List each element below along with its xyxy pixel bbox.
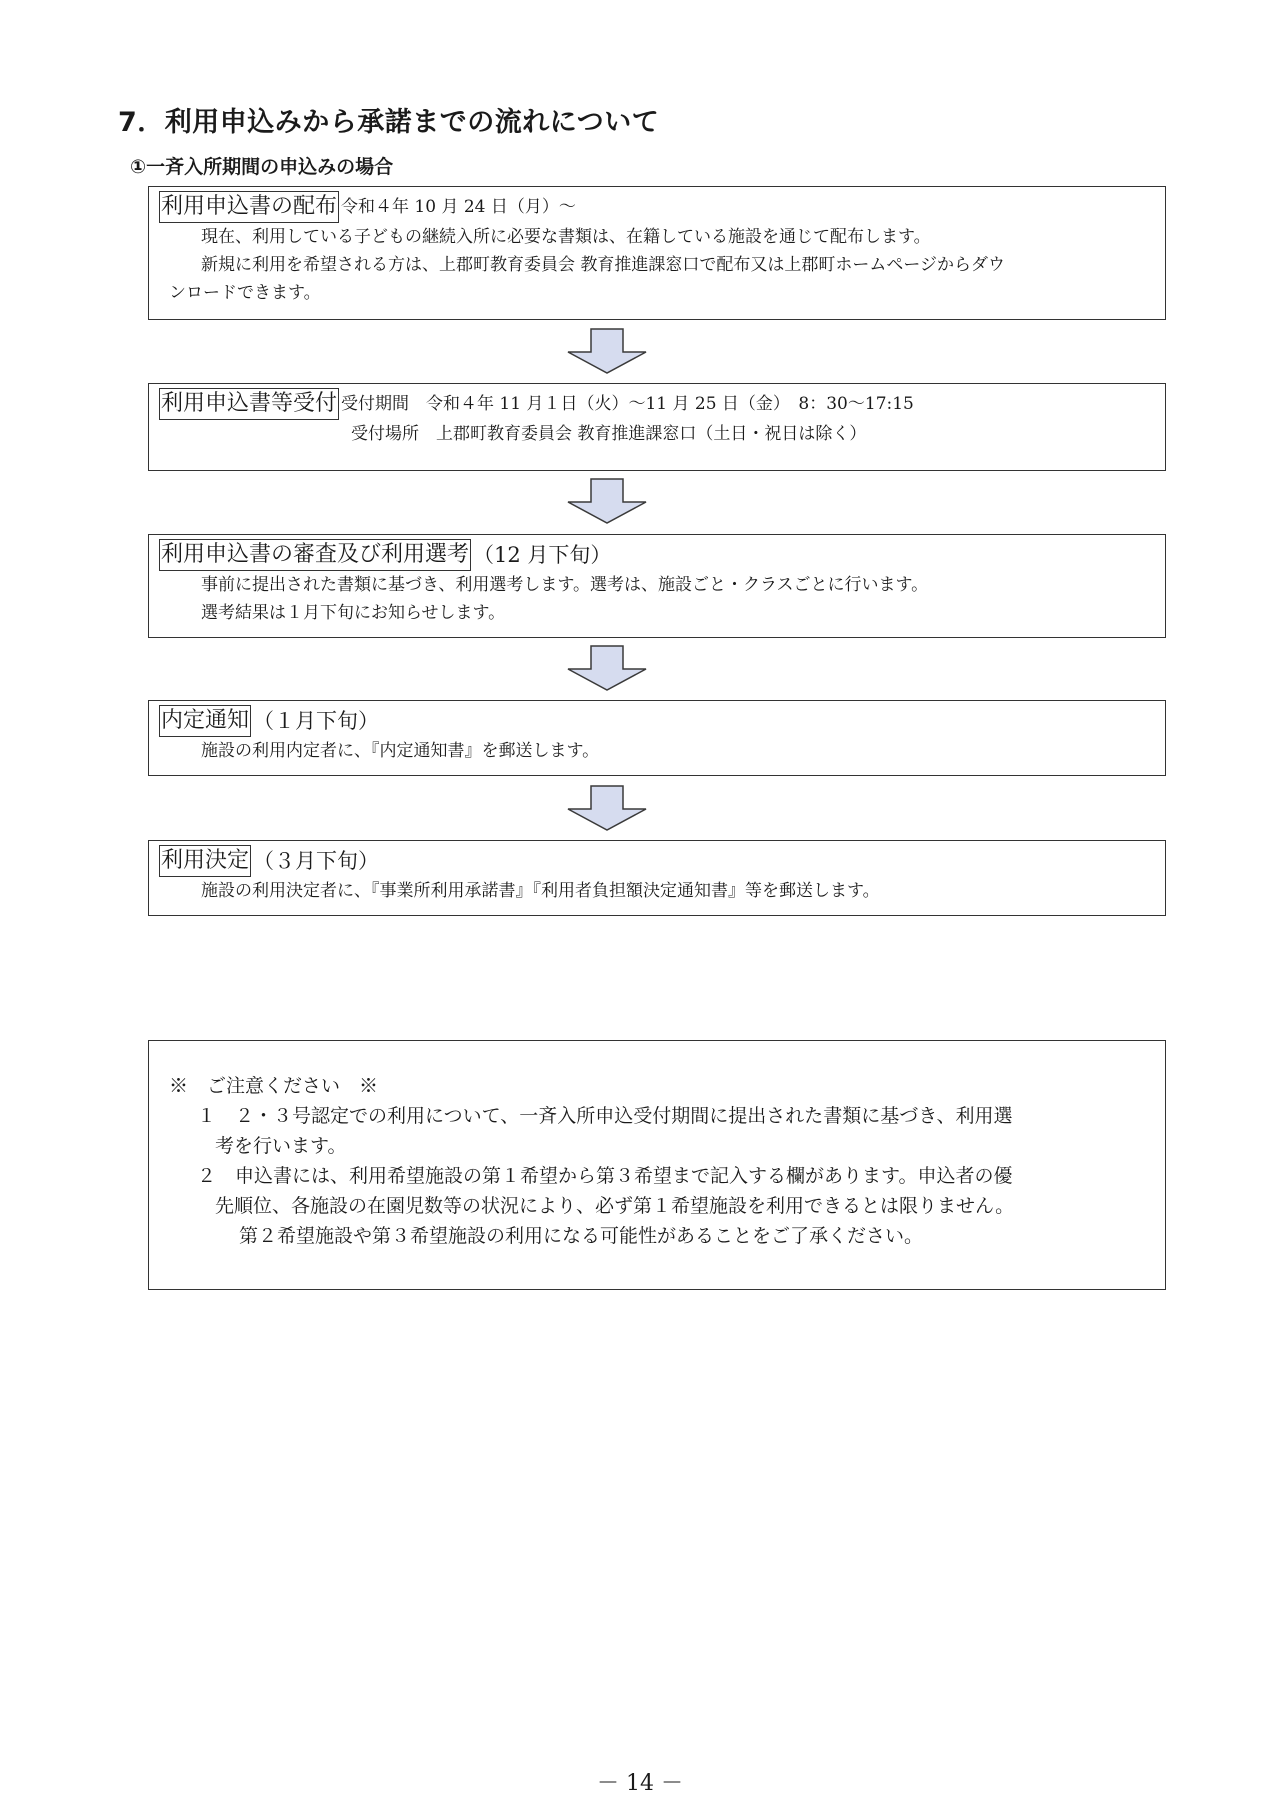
step-info: （12 月下旬） bbox=[473, 543, 612, 567]
step-text-line: 事前に提出された書類に基づき、利用選考します。選考は、施設ごと・クラスごとに行います。 bbox=[201, 575, 929, 595]
section-heading: 7．利用申込みから承諾までの流れについて bbox=[118, 107, 660, 138]
page-number: － 14 － bbox=[597, 1771, 683, 1796]
step-info: 受付期間 令和４年 11 月１日（火）～11 月 25 日（金） 8：30～17:15 bbox=[341, 394, 914, 414]
step-text-line: 新規に利用を希望される方は、上郡町教育委員会 教育推進課窓口で配布又は上郡町ホームページからダウ bbox=[201, 255, 1006, 275]
notice-line: ２ 申込書には、利用希望施設の第１希望から第３希望まで記入する欄があります。申込者の優 bbox=[197, 1165, 1013, 1187]
step-info: 令和４年 10 月 24 日（月）～ bbox=[341, 197, 576, 217]
notice-box bbox=[148, 1040, 1166, 1290]
notice-line: 先順位、各施設の在園児数等の状況により、必ず第１希望施設を利用できるとは限りません。 bbox=[215, 1195, 1015, 1217]
step-label: 利用申込書等受付 bbox=[159, 388, 339, 420]
flow-step-screening bbox=[148, 534, 1166, 638]
notice-title: ※ ご注意ください ※ bbox=[169, 1075, 379, 1097]
step-info: （１月下旬） bbox=[253, 709, 380, 733]
step-label: 利用決定 bbox=[159, 845, 251, 877]
step-label: 内定通知 bbox=[159, 705, 251, 737]
notice-line: 第２希望施設や第３希望施設の利用になる可能性があることをご了承ください。 bbox=[239, 1225, 924, 1247]
down-arrow-icon bbox=[566, 645, 648, 691]
down-arrow-icon bbox=[566, 328, 648, 374]
step-label: 利用申込書の審査及び利用選考 bbox=[159, 539, 471, 571]
notice-line: １ ２・３号認定での利用について、一斉入所申込受付期間に提出された書類に基づき、利用選 bbox=[197, 1105, 1013, 1127]
flow-step-provisional-notice bbox=[148, 700, 1166, 776]
step-text-line: 選考結果は１月下旬にお知らせします。 bbox=[201, 603, 506, 623]
down-arrow-icon bbox=[566, 478, 648, 524]
step-text-line: ンロードできます。 bbox=[169, 283, 321, 303]
step-text-line: 施設の利用内定者に、『内定通知書』を郵送します。 bbox=[201, 741, 600, 761]
step-info: （３月下旬） bbox=[253, 849, 380, 873]
step-label: 利用申込書の配布 bbox=[159, 191, 339, 223]
step-text-line: 受付場所 上郡町教育委員会 教育推進課窓口（土日・祝日は除く） bbox=[351, 424, 867, 444]
flow-step-distribution bbox=[148, 186, 1166, 320]
flow-step-reception bbox=[148, 383, 1166, 471]
subsection-heading: ①一斉入所期間の申込みの場合 bbox=[130, 156, 394, 178]
flow-step-decision bbox=[148, 840, 1166, 916]
step-text-line: 施設の利用決定者に、『事業所利用承諾書』『利用者負担額決定通知書』等を郵送します。 bbox=[201, 881, 880, 901]
notice-line: 考を行います。 bbox=[215, 1135, 347, 1157]
step-text-line: 現在、利用している子どもの継続入所に必要な書類は、在籍している施設を通じて配布します。 bbox=[201, 227, 931, 247]
down-arrow-icon bbox=[566, 785, 648, 831]
